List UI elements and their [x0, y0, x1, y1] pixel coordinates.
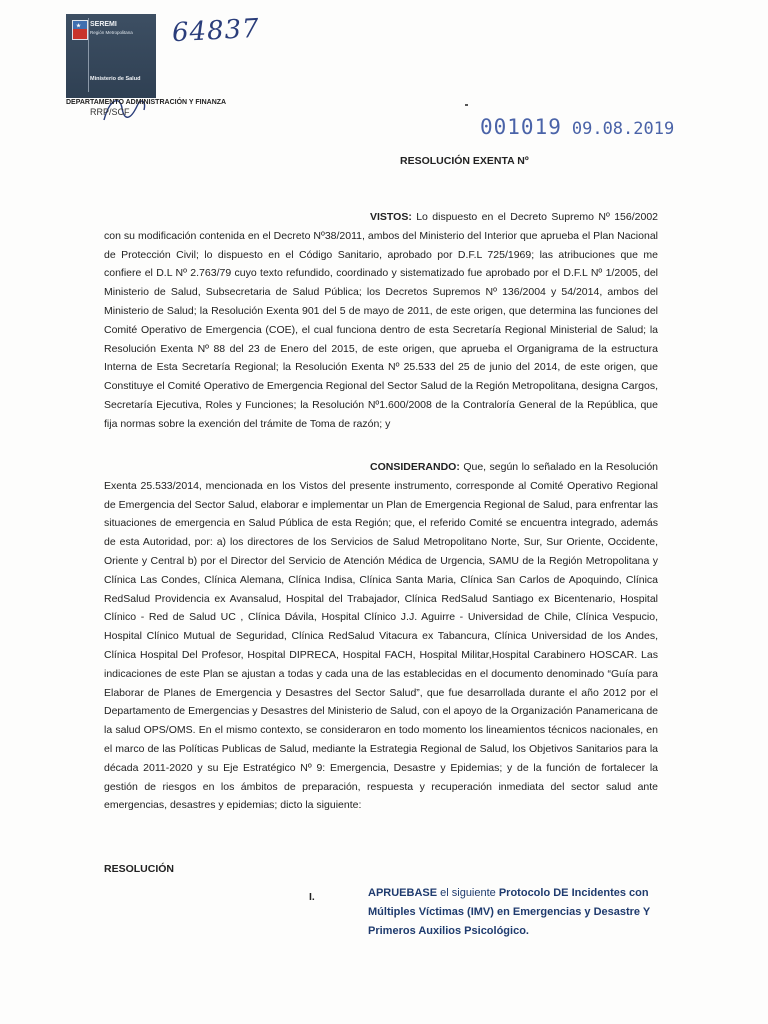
- department-label: DEPARTAMENTO ADMINISTRACIÓN Y FINANZA: [66, 99, 227, 106]
- resolution-stamp: [480, 115, 674, 139]
- resolucion-heading: RESOLUCIÓN: [104, 863, 175, 875]
- seremi-logo: [66, 14, 156, 98]
- vistos-paragraph: [104, 208, 658, 434]
- speck: [465, 104, 468, 106]
- aprueba-title: Protocolo DE Incidentes con Múltiples Víctimas (IMV) en Emergencias y Desastre Y Primeros Auxilios Psicológico.: [368, 887, 651, 937]
- document-title: RESOLUCIÓN EXENTA Nº: [400, 155, 529, 167]
- logo-divider: [88, 18, 89, 92]
- aprueba-prefix: APRUEBASE: [368, 887, 438, 899]
- stamp-date: 09.08.2019: [571, 119, 675, 139]
- initials-label: RRP/SCF: [90, 107, 130, 117]
- logo-ministry: Ministerio de Salud: [90, 76, 141, 82]
- logo-org: SEREMI: [90, 21, 117, 28]
- aprueba-paragraph: [368, 884, 658, 941]
- logo-region: Región Metropolitana: [90, 30, 133, 35]
- considerando-text: Que, según lo señalado en la Resolución Exenta 25.533/2014, mencionada en los Vistos del presente instrumento, corresponde al Comité Operativo Regional de Emergencia del Sector Salud, elaborar e implementar un Plan de Emergencia Regional de Salud, para enfrentar las situaciones de emergencia en Salud Pública de esta Región; que, el referido Comité se encuentra integrado, además de esta Autoridad, por: a) los directores de los Servicios de Salud Metropolitano Norte, Sur, Sur Oriente, Occidente, Oriente y Central b) por el Director del Servicio de Atención Médica de Urgencia, SAMU de la Región Metropolitana y Clínica Las Condes, Clínica Alemana, Clínica Indisa, Clínica Santa Maria, Clínica San Carlos de Apoquindo, Clínica RedSalud Providencia ex Avansalud, Hospital del Trabajador, Clínica RedSalud Santiago ex Bicentenario, Hospital Clínico - Red de Salud UC , Clínica Dávila, Hospital Clínico J.J. Aguirre - Universidad de Chile, Clínica Vespucio, Hospital Clínico Mutual de Seguridad, Clínica RedSalud Vitacura ex Tabancura, Clínica Universidad de los Andes, Clínica Hospital Del Profesor, Hospital DIPRECA, Hospital FACH, Hospital Militar,Hospital Carabinero HOSCAR. Las indicaciones de este Plan se ajustan a todas y cada una de las establecidas en el documento denominado “Guía para Elaborar de Planes de Emergencia y Desastres del Sector Salud”, que fue desarrollada durante el año 2012 por el Departamento de Emergencias y Desastres del Ministerio de Salud, con el apoyo de la Organización Panamericana de la salud OPS/OMS. En el mismo contexto, se consideraron en todo momento los lineamientos técnicos nacionales, en el marco de las Políticas Publicas de Salud, mediante la Estrategia Regional de Salud, los Objetivos Sanitarios para la década 2011-2020 y su Eje Estratégico Nº 9: Emergencia, Desastre y Epidemias; y de la función de fortalecer la gestión de riesgos en los ámbitos de preparación, respuesta y recuperación inmediata del sector salud ante emergencias, desastres y epidemias; dicto la siguiente:: [104, 461, 659, 812]
- vistos-text: Lo dispuesto en el Decreto Supremo Nº 156/2002 con su modificación contenida en el Decreto Nº38/2011, ambos del Ministerio del Interior que aprueba el Plan Nacional de Protección Civil; lo dispuesto en el Código Sanitario, aprobado por D.F.L 725/1969; las atribuciones que me confiere el D.L Nº 2.763/79 cuyo texto refundido, coordinado y sistematizado fue aprobado por el D.F.L Nº 1/2005, del Ministerio de Salud, Subsecretaria de Salud Pública; los Decretos Supremos Nº 136/2004 y 54/2014, ambos del Ministerio de Salud; la Resolución Exenta 901 del 5 de mayo de 2011, de este origen, que determina las funciones del Comité Operativo de Emergencia (COE), el cual funciona dentro de esta Secretaría Regional Ministerial de Salud; la Resolución Exenta Nº 88 del 23 de Enero del 2015, de este origen, que aprueba el Organigrama de la estructura Interna de Esta Secretaría Regional; la Resolución Exenta Nº 25.533 del 25 de junio del 2014, de este origen, que Constituye el Comité Operativo de Emergencia Regional del Sector Salud de la Región Metropolitana, designa Cargos, Secretaría Ejecutiva, Roles y Funciones; la Resolución Nº1.600/2008 de la Contraloría General de la República, que fija normas sobre la exención del trámite de Toma de razón; y: [104, 211, 658, 430]
- handwritten-number: 64837: [171, 13, 261, 49]
- aprueba-middle: el siguiente: [437, 887, 499, 899]
- considerando-paragraph: [104, 458, 658, 815]
- stamp-number: 001019: [480, 115, 562, 139]
- considerando-label: CONSIDERANDO:: [370, 461, 460, 473]
- chile-shield-icon: [72, 20, 88, 40]
- item-number: I.: [309, 891, 315, 903]
- vistos-label: VISTOS:: [370, 211, 412, 223]
